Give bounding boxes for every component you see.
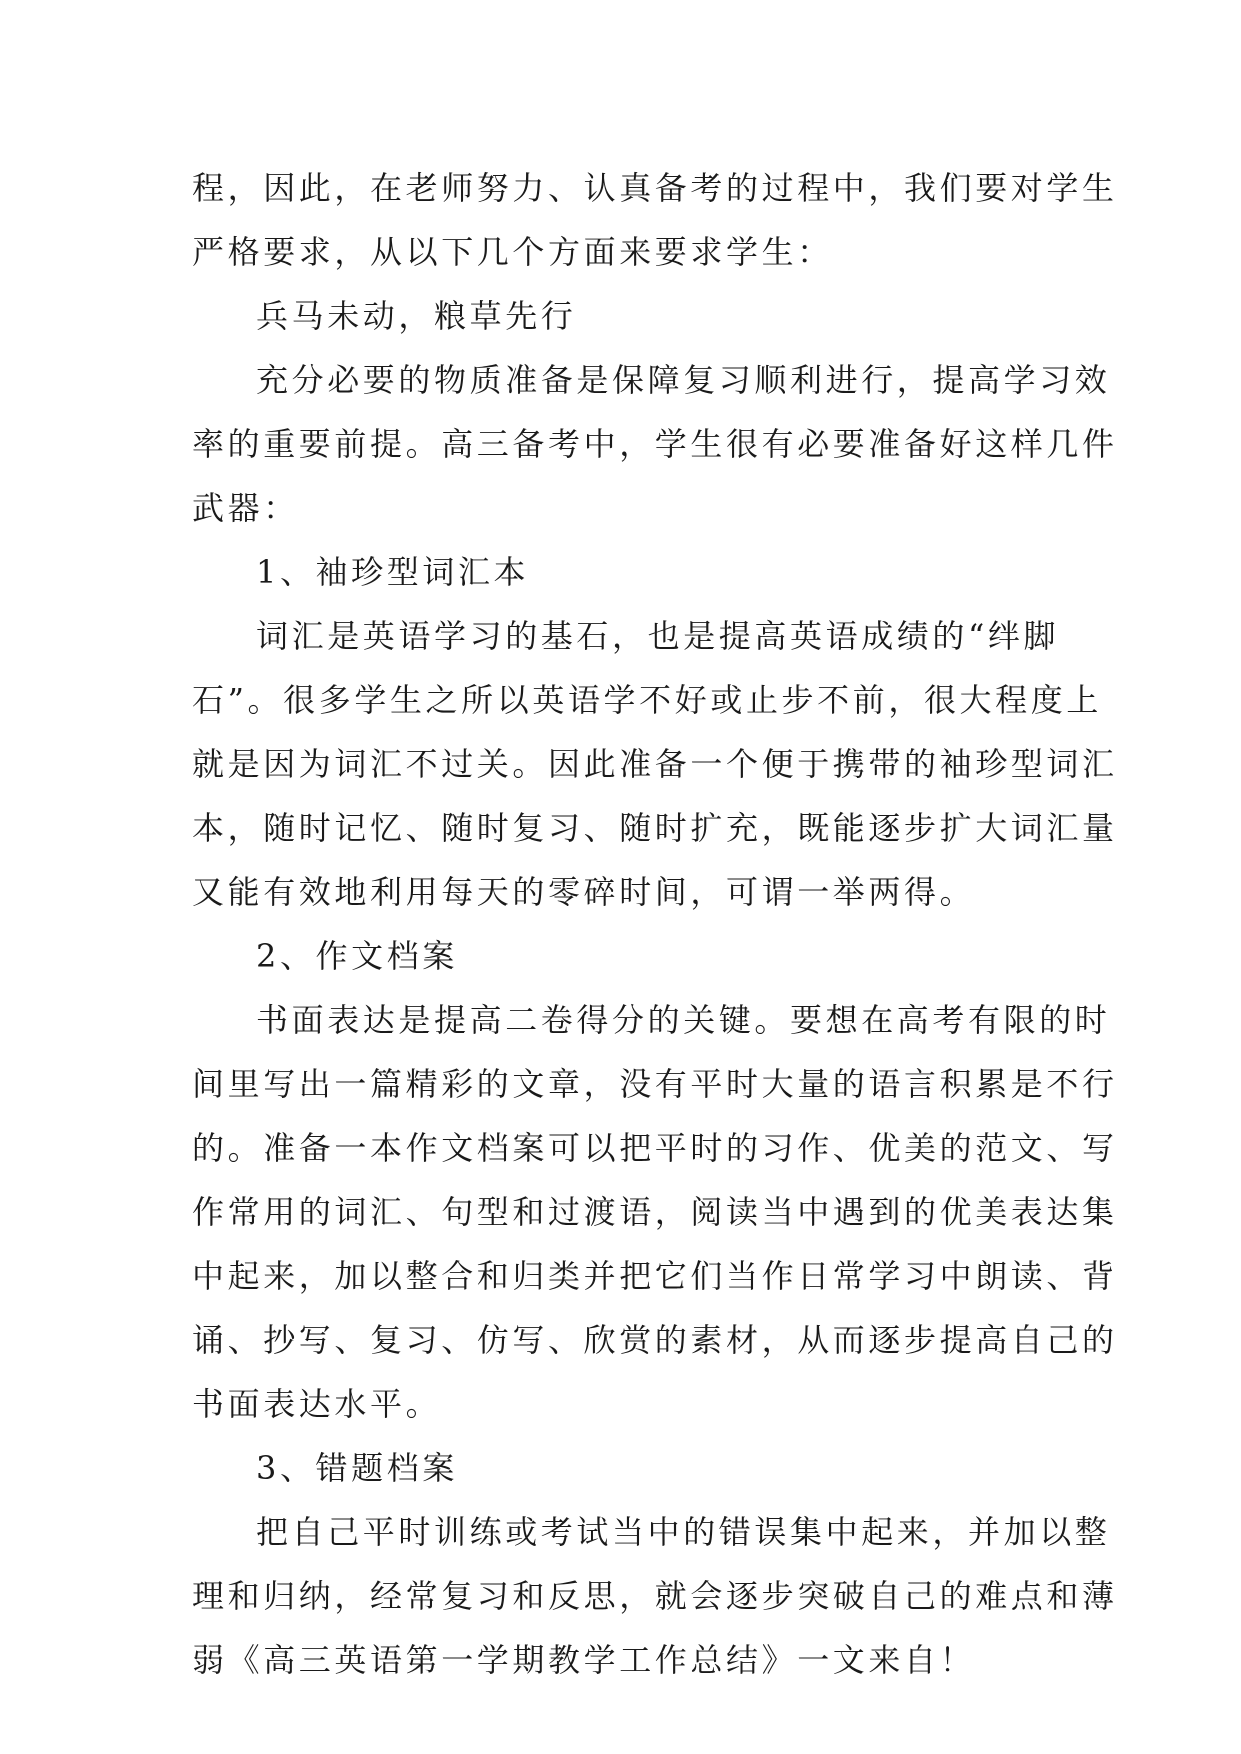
text-line: 石”。很多学生之所以英语学不好或止步不前，很大程度上 [192,681,1102,719]
text-line: 率的重要前提。高三备考中，学生很有必要准备好这样几件 [192,425,1118,463]
text-line: 间里写出一篇精彩的文章，没有平时大量的语言积累是不行 [192,1065,1118,1103]
text-line: 把自己平时训练或考试当中的错误集中起来，并加以整 [256,1513,1111,1551]
text-line: 就是因为词汇不过关。因此准备一个便于携带的袖珍型词汇 [192,745,1118,783]
text-line: 又能有效地利用每天的零碎时间，可谓一举两得。 [192,873,976,911]
text-line: 武器： [192,489,299,527]
section-heading: 兵马未动，粮草先行 [256,297,577,335]
text-line: 严格要求，从以下几个方面来要求学生： [192,233,833,271]
text-line: 书面表达水平。 [192,1385,442,1423]
text-line: 本，随时记忆、随时复习、随时扩充，既能逐步扩大词汇量 [192,809,1118,847]
text-line: 诵、抄写、复习、仿写、欣赏的素材，从而逐步提高自己的 [192,1321,1118,1359]
text-line: 的。准备一本作文档案可以把平时的习作、优美的范文、写 [192,1129,1118,1167]
text-line: 充分必要的物质准备是保障复习顺利进行，提高学习效 [256,361,1111,399]
text-line: 中起来，加以整合和归类并把它们当作日常学习中朗读、背 [192,1257,1118,1295]
text-line: 程，因此，在老师努力、认真备考的过程中，我们要对学生 [192,169,1118,207]
text-line: 作常用的词汇、句型和过渡语，阅读当中遇到的优美表达集 [192,1193,1118,1231]
text-line: 书面表达是提高二卷得分的关键。要想在高考有限的时 [256,1001,1111,1039]
text-line: 词汇是英语学习的基石，也是提高英语成绩的“绊脚 [256,617,1060,655]
section-heading: 1、袖珍型词汇本 [256,553,530,591]
text-line: 理和归纳，经常复习和反思，就会逐步突破自己的难点和薄 [192,1577,1118,1615]
section-heading: 3、错题档案 [256,1449,458,1487]
text-line: 弱《高三英语第一学期教学工作总结》一文来自！ [192,1641,976,1679]
section-heading: 2、作文档案 [256,937,458,975]
document-body [192,156,1118,1692]
